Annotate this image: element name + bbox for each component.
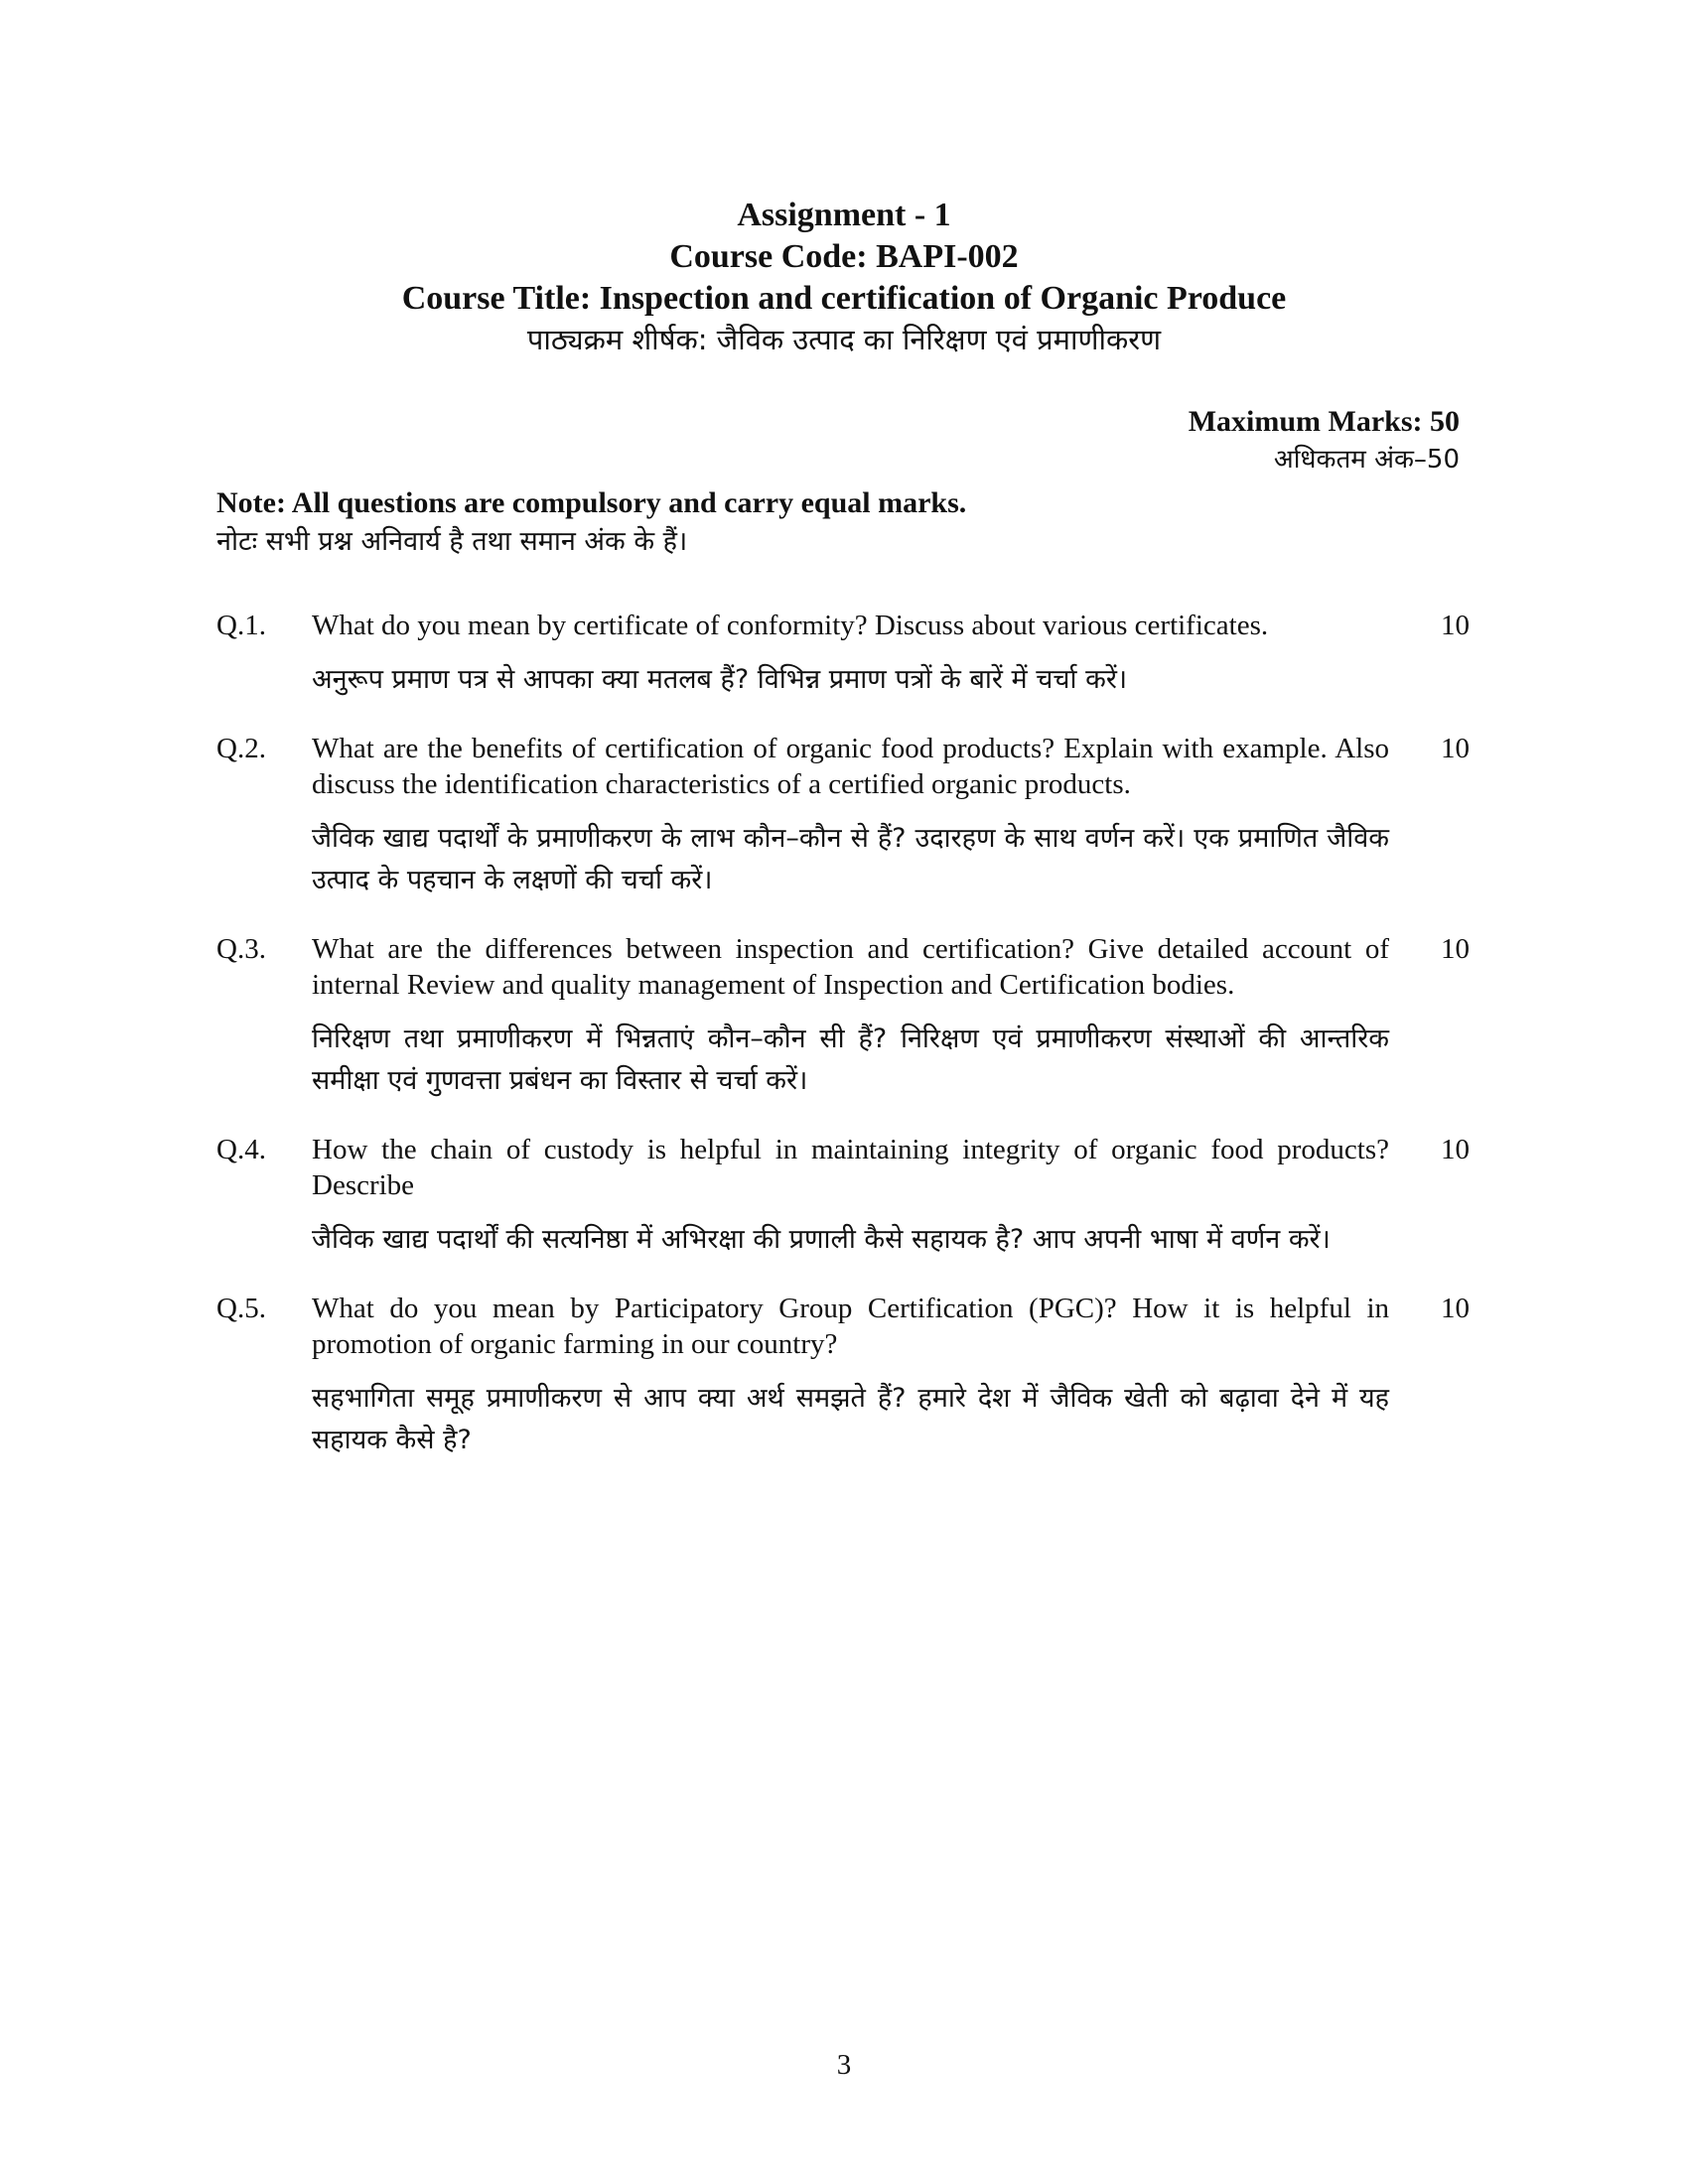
question-item (216, 731, 1470, 901)
note-hindi: नोटः सभी प्रश्न अनिवार्य है तथा समान अंक के हैं। (216, 526, 688, 557)
page-number: 3 (836, 2049, 852, 2081)
course-title: Course Title: Inspection and certification of Organic Produce (401, 280, 1287, 317)
maximum-marks-english: Maximum Marks: 50 (1188, 405, 1460, 438)
question-marks: 10 (1441, 610, 1470, 641)
question-text-english: What do you mean by Participatory Group Certification (PGC)? How it is helpful in promotion of organic farming in our country? (312, 1293, 1389, 1360)
maximum-marks-hindi: अधिकतम अंक–50 (1273, 445, 1460, 475)
assignment-title: Assignment - 1 (737, 197, 951, 233)
question-number: Q.3. (216, 933, 266, 965)
question-text-english: How the chain of custody is helpful in maintaining integrity of organic food products? Describe (312, 1134, 1389, 1201)
question-list (216, 608, 1470, 1491)
question-item (216, 608, 1470, 701)
question-number: Q.5. (216, 1293, 266, 1324)
instructions-note (216, 484, 966, 562)
question-text-english: What do you mean by certificate of conformity? Discuss about various certificates. (312, 610, 1269, 641)
note-english: Note: All questions are compulsory and carry equal marks. (216, 486, 967, 519)
question-text-hindi: जैविक खाद्य पदार्थों की सत्यनिष्ठा में अभिरक्षा की प्रणाली कैसे सहायक है? आप अपनी भाषा में वर्णन करें। (312, 1224, 1331, 1255)
question-number: Q.2. (216, 733, 266, 764)
question-text-hindi: अनुरूप प्रमाण पत्र से आपका क्या मतलब हैं? विभिन्न प्रमाण पत्रों के बारें में चर्चा करें। (312, 664, 1128, 695)
question-marks: 10 (1441, 733, 1470, 764)
assignment-header (0, 195, 1688, 359)
question-item (216, 1291, 1470, 1461)
maximum-marks (1189, 403, 1460, 478)
question-text-hindi: सहभागिता समूह प्रमाणीकरण से आप क्या अर्थ समझते हैं? हमारे देश में जैविक खेती को बढ़ावा देने में यह सहायक कैसे है? (312, 1383, 1389, 1455)
question-marks: 10 (1441, 1293, 1470, 1324)
question-marks: 10 (1441, 1134, 1470, 1165)
question-number: Q.1. (216, 610, 266, 641)
question-number: Q.4. (216, 1134, 266, 1165)
question-item (216, 931, 1470, 1102)
course-code: Course Code: BAPI-002 (669, 238, 1019, 275)
question-marks: 10 (1441, 933, 1470, 965)
question-item (216, 1132, 1470, 1261)
course-title-hindi: पाठ्यक्रम शीर्षक: जैविक उत्पाद का निरिक्षण एवं प्रमाणीकरण (526, 323, 1162, 356)
question-text-hindi: जैविक खाद्य पदार्थों के प्रमाणीकरण के लाभ कौन–कौन से हैं? उदारहण के साथ वर्णन करें। एक प्रमाणित जैविक उत्पाद के पहचान के लक्षणों की चर्चा करें। (312, 823, 1389, 895)
question-text-hindi: निरिक्षण तथा प्रमाणीकरण में भिन्नताएं कौन–कौन सी हैं? निरिक्षण एवं प्रमाणीकरण संस्थाओं की आन्तरिक समीक्षा एवं गुणवत्ता प्रबंधन का विस्तार से चर्चा करें। (312, 1024, 1389, 1096)
question-text-english: What are the benefits of certification of organic food products? Explain with example. Also discuss the identification characteristics of a certified organic products. (312, 733, 1389, 800)
question-text-english: What are the differences between inspection and certification? Give detailed account of internal Review and quality management of Inspection and Certification bodies. (312, 933, 1389, 1001)
